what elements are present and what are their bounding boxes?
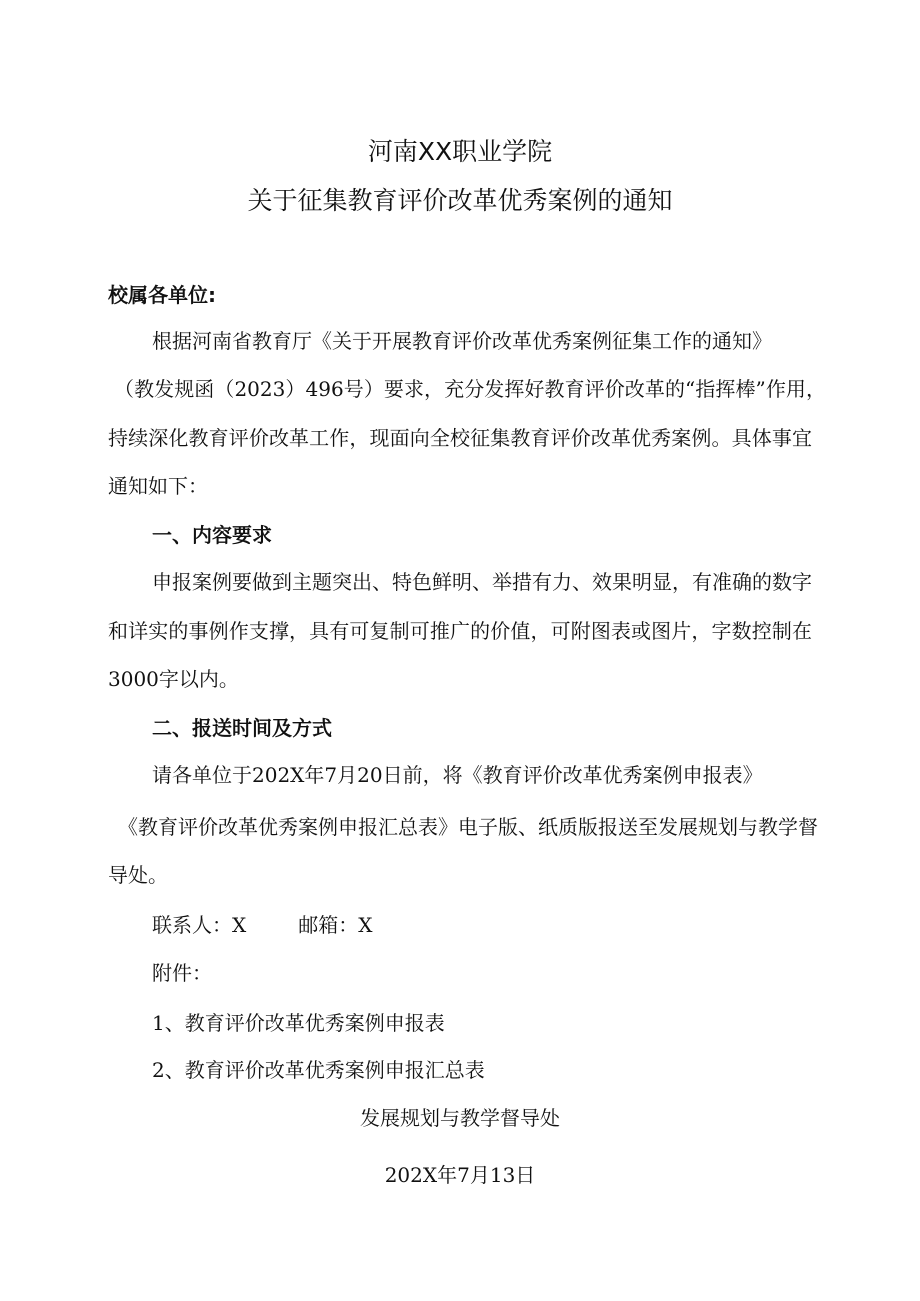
intro-line-4: 通知如下： <box>108 474 208 498</box>
section-heading-content-requirements: 一、内容要求 <box>152 523 272 547</box>
contact-info <box>152 910 373 940</box>
section2-line-2: 《教育评价改革优秀案例申报汇总表》电子版、纸质版报送至发展规划与教学督 <box>118 815 818 839</box>
section2-line-1: 请各单位于202X年7月20日前，将《教育评价改革优秀案例申报表》 <box>152 763 763 787</box>
attachment-item-2: 2、教育评价改革优秀案例申报汇总表 <box>152 1058 485 1082</box>
issuing-department: 发展规划与教学督导处 <box>360 1106 560 1130</box>
intro-line-3: 持续深化教育评价改革工作，现面向全校征集教育评价改革优秀案例。具体事宜 <box>108 426 812 450</box>
contact-email: 邮箱：X <box>298 913 373 937</box>
contact-person: 联系人：X <box>152 913 247 937</box>
section2-line-3: 导处。 <box>108 863 168 887</box>
issue-date: 202X年7月13日 <box>384 1163 536 1187</box>
intro-line-1: 根据河南省教育厅《关于开展教育评价改革优秀案例征集工作的通知》 <box>152 329 772 353</box>
intro-line-2: （教发规函（2023）496号）要求，充分发挥好教育评价改革的“指挥棒”作用， <box>114 377 826 401</box>
document-title-institution: 河南XX职业学院 <box>367 137 553 166</box>
section1-line-1: 申报案例要做到主题突出、特色鲜明、举措有力、效果明显，有准确的数字 <box>152 570 812 594</box>
attachment-item-1: 1、教育评价改革优秀案例申报表 <box>152 1011 445 1035</box>
section1-line-2: 和详实的事例作支撑，具有可复制可推广的价值，可附图表或图片，字数控制在 <box>108 619 812 643</box>
section1-line-3: 3000字以内。 <box>108 667 239 691</box>
section-heading-submission: 二、报送时间及方式 <box>152 716 332 740</box>
attachments-label: 附件： <box>152 961 212 985</box>
document-title-subject: 关于征集教育评价改革优秀案例的通知 <box>247 186 673 215</box>
salutation: 校属各单位: <box>108 283 216 307</box>
